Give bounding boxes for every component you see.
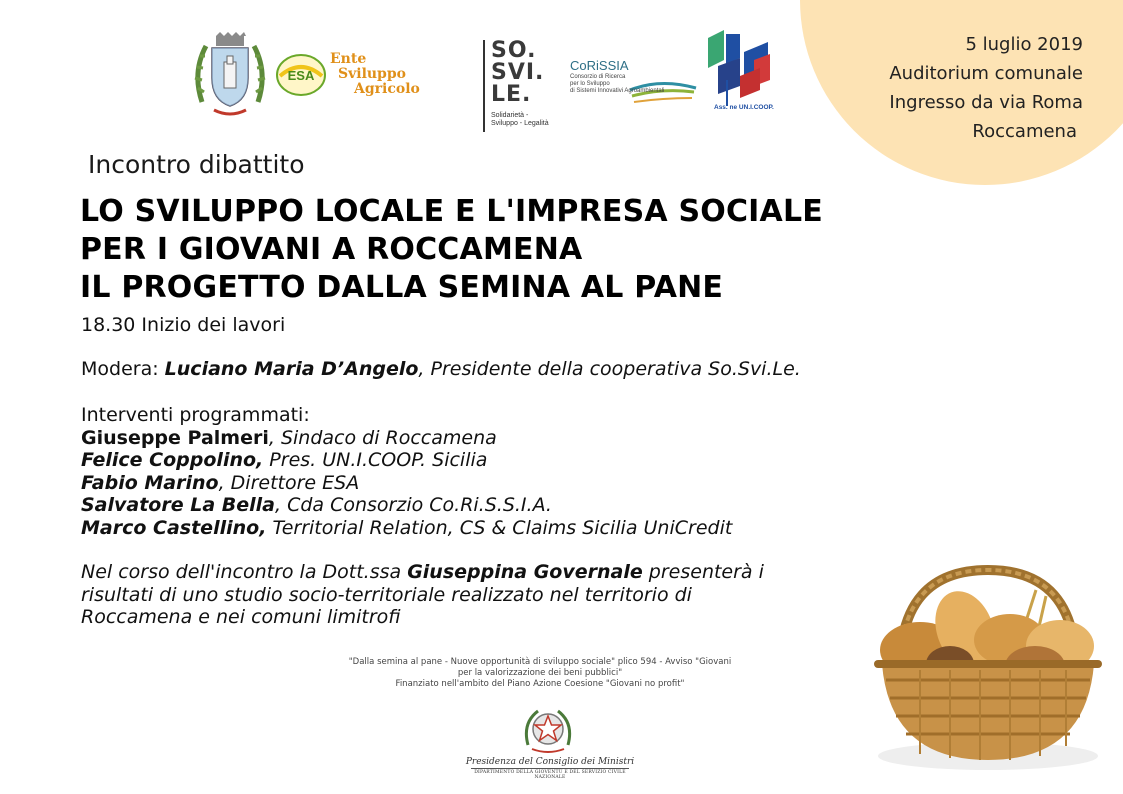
presidency-logo	[465, 757, 635, 780]
headline-line1: LO SVILUPPO LOCALE E L'IMPRESA SOCIALE	[80, 194, 823, 229]
speaker-role: Territorial Relation, CS & Claims Sicilia UniCredit	[266, 516, 733, 539]
presidency-department: DIPARTIMENTO DELLA GIOVENTÙ E DEL SERVIZIO CIVILE NAZIONALE	[474, 770, 626, 780]
speaker-name: Salvatore La Bella	[81, 494, 275, 516]
event-venue: Auditorium comunale	[889, 63, 1083, 84]
moderator-label: Modera:	[81, 358, 165, 380]
speaker-role: , Direttore ESA	[218, 471, 360, 494]
moderator-name: Luciano Maria D’Angelo	[164, 358, 419, 380]
speaker-role: , Cda Consorzio Co.Ri.S.S.I.A.	[275, 494, 552, 516]
sosvile-tag1: Solidarietà -	[491, 112, 529, 119]
moderator-line	[81, 358, 801, 380]
presidency-name: Presidenza del Consiglio dei Ministri	[465, 757, 635, 767]
speakers-list	[81, 404, 732, 539]
event-info	[889, 30, 1083, 146]
funding-line3: Finanziato nell'ambito del Piano Azione Coesione "Giovani no profit"	[395, 679, 685, 689]
italian-emblem-icon	[522, 705, 574, 755]
closing-line2: risultati di uno studio socio-territoriale realizzato nel territorio di	[81, 583, 692, 606]
closing-post: presenterà i	[642, 561, 764, 583]
headline-line3: IL PROGETTO DALLA SEMINA AL PANE	[80, 270, 724, 305]
closing-line3: Roccamena e nei comuni limitrofi	[81, 606, 401, 628]
ente-sviluppo-logo	[330, 52, 420, 97]
sosvile-line3: LE.	[491, 82, 532, 107]
speaker-row	[81, 449, 732, 472]
sosvile-line2: SVI.	[491, 60, 545, 85]
speaker-row	[81, 427, 732, 450]
funding-line1: "Dalla semina al pane - Nuove opportunità di sviluppo sociale" plico 594 - Avviso "Giovani	[348, 657, 732, 667]
corissia-desc1: Consorzio di Ricerca	[570, 74, 626, 80]
speaker-name: Felice Coppolino,	[81, 449, 264, 471]
speaker-row	[81, 472, 732, 495]
closing-paragraph	[81, 561, 764, 629]
ente-line1: Ente	[330, 51, 367, 67]
event-headline	[80, 193, 823, 307]
speaker-name: Fabio Marino	[81, 471, 219, 494]
sosvile-line1: SO.	[491, 38, 537, 63]
headline-line2: PER I GIOVANI A ROCCAMENA	[80, 232, 583, 267]
unicoop-tag: Ass. ne UN.I.COOP.	[714, 104, 774, 111]
sosvile-tag2: Sviluppo - Legalità	[491, 120, 549, 127]
esa-logo-icon	[276, 54, 326, 96]
speakers-heading: Interventi programmati:	[81, 404, 310, 426]
corissia-name: CoRiSSIA	[570, 58, 629, 73]
funding-line2: per la valorizzazione dei beni pubblici"	[457, 668, 623, 678]
corissia-desc2: per lo Sviluppo	[570, 81, 610, 87]
ente-line2: Sviluppo	[338, 66, 406, 82]
sosvile-logo-icon	[483, 40, 549, 132]
unicoop-logo-icon	[704, 30, 776, 114]
ente-line3: Agricolo	[354, 81, 420, 97]
closing-name: Giuseppina Governale	[407, 561, 643, 583]
partner-logos	[190, 30, 790, 140]
esa-badge-text: ESA	[287, 68, 315, 83]
closing-pre: Nel corso dell'incontro la Dott.ssa	[81, 561, 408, 583]
event-date: 5 luglio 2019	[965, 34, 1083, 55]
event-subtitle: Incontro dibattito	[88, 150, 305, 179]
coat-of-arms-icon	[190, 32, 270, 120]
bread-basket-icon	[860, 560, 1110, 780]
speaker-role: , Sindaco di Roccamena	[268, 426, 497, 449]
speaker-name: Marco Castellino,	[81, 516, 267, 539]
speaker-role: Pres. UN.I.COOP. Sicilia	[263, 449, 488, 471]
speaker-row	[81, 494, 732, 517]
funding-note	[300, 657, 780, 690]
speaker-row	[81, 517, 732, 540]
event-entrance: Ingresso da via Roma	[889, 92, 1083, 113]
moderator-role: , Presidente della cooperativa So.Svi.Le.	[418, 358, 801, 380]
corissia-logo-icon	[570, 58, 700, 118]
corissia-desc3: di Sistemi Innovativi Agroambientali	[570, 88, 665, 94]
start-time: 18.30 Inizio dei lavori	[81, 314, 286, 336]
event-town: Roccamena	[972, 121, 1077, 142]
speaker-name: Giuseppe Palmeri	[81, 426, 269, 449]
